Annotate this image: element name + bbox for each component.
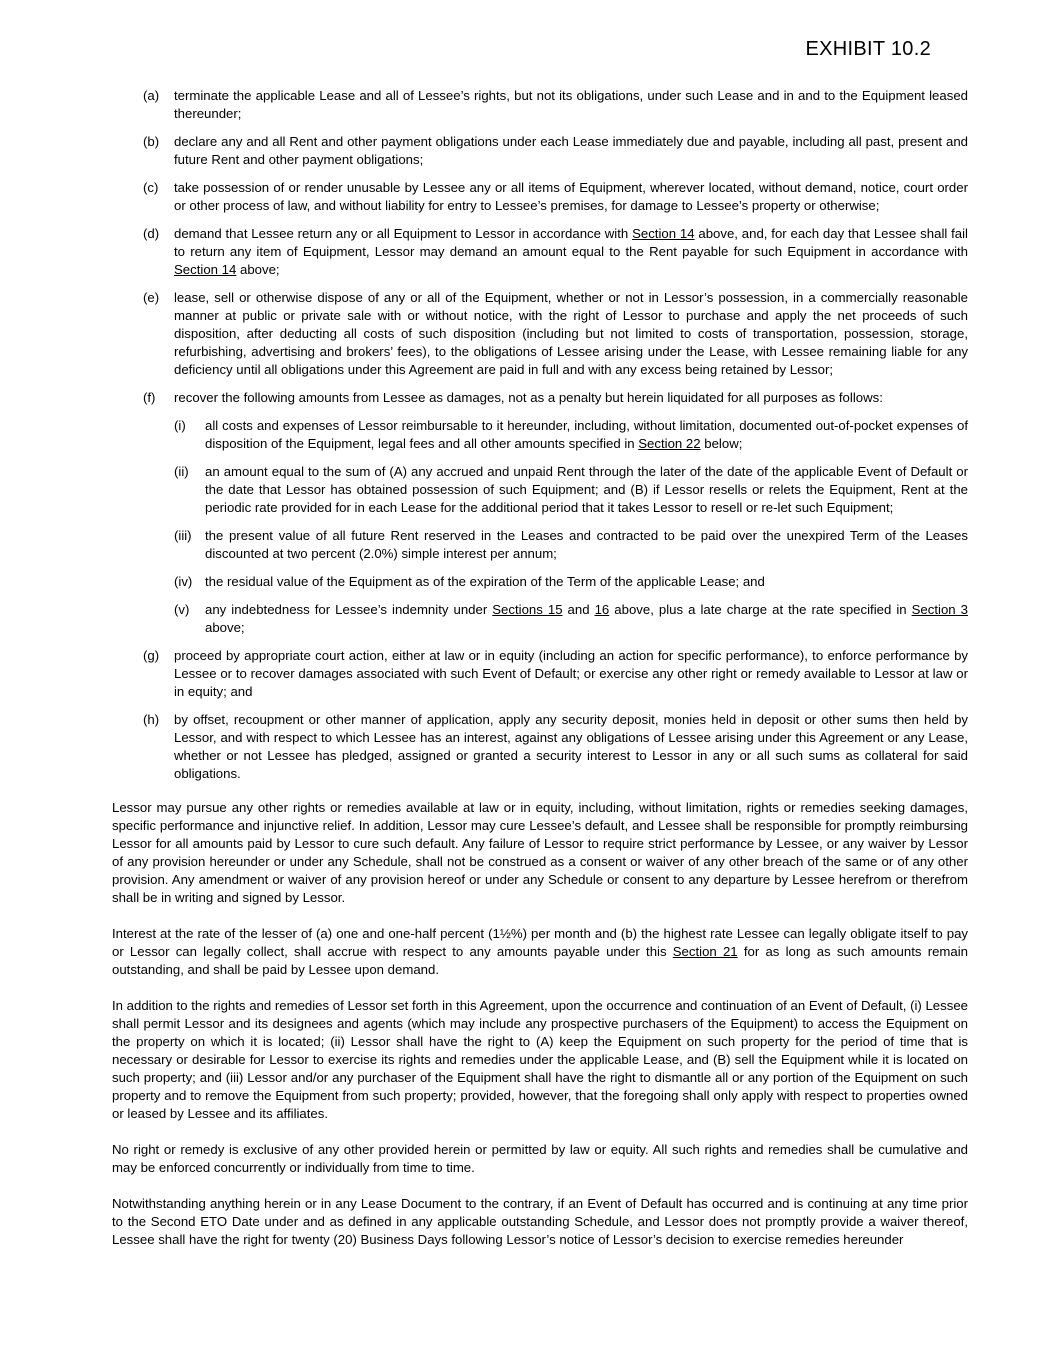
section-14-reference: Section 14 (632, 226, 695, 241)
item-text: declare any and all Rent and other payment obligations under each Lease immediately due and payable, including all past, present and future Rent and other payment obligations; (174, 134, 968, 167)
section-22-reference: Section 22 (638, 436, 701, 451)
subitem-text: and (562, 602, 595, 617)
paragraph-other-remedies: Lessor may pursue any other rights or remedies available at law or in equity, including, without limitation, rights or remedies seeking damages, specific performance and injunctive relief. In addition, Lessor may cure Lessee’s default, and Lessee shall be responsible for promptly reimbursing Lessor for all amounts paid by Lessor to cure such default. Any failure of Lessor to require strict performance by Lessee, or any waiver by Lessor of any provision hereunder or under any Schedule, shall not be construed as a consent or waiver of any other breach of the same or of any other provision. Any amendment or waiver of any provision hereof or under any Schedule or consent to any departure by Lessee herefrom or therefrom shall be in writing and signed by Lessor. (112, 800, 968, 905)
item-text: demand that Lessee return any or all Equipment to Lessor in accordance with (174, 226, 633, 241)
subitem-text: all costs and expenses of Lessor reimbursable to it hereunder, including, without limitation, documented out-of-pocket expenses of disposition of the Equipment, legal fees and all other amounts specified in (205, 418, 968, 451)
subitem-text: the residual value of the Equipment as of the expiration of the Term of the applicable Lease; and (205, 574, 765, 589)
document-body (112, 87, 968, 1267)
item-label: (c) (143, 180, 159, 195)
item-text: above, and, for each day that Lessee shall fail to return any item of Equipment, Lessor may demand an amount equal to the Rent payable for such Equipment in accordance with (174, 226, 968, 259)
paragraph-text: Interest at the rate of the lesser of (a) one and one-half percent (1½%) per month and (b) the highest rate Lessee can legally obligate itself to pay or Lessor can legally collect, shall accrue with respect to any amounts payable under this (112, 926, 968, 959)
remedy-item-e (112, 289, 968, 379)
subitem-text: above; (205, 620, 245, 635)
paragraph-text: for as long as such amounts remain outstanding, and shall be paid by Lessee upon demand. (112, 944, 968, 977)
subitem-label: (iii) (174, 528, 192, 543)
item-text: by offset, recoupment or other manner of application, apply any security deposit, monies held in deposit or other sums then held by Lessor, and with respect to which Lessee has an interest, against any obligations of Lessee arising under this Agreement or any Lease, whether or not Lessee has pledged, assigned or granted a security interest to Lessor in any or all such sums as collateral for said obligations. (174, 712, 968, 781)
item-text: proceed by appropriate court action, either at law or in equity (including an action for specific performance), to enforce performance by Lessee or to recover damages associated with such Event of Default; or exercise any other right or remedy available to Lessor at law or in equity; and (174, 648, 968, 699)
item-label: (f) (143, 390, 156, 405)
exhibit-number: EXHIBIT 10.2 (805, 38, 931, 60)
paragraph-cumulative-remedies: No right or remedy is exclusive of any other provided herein or permitted by law or equity. All such rights and remedies shall be cumulative and may be enforced concurrently or individually from time to time. (112, 1142, 968, 1175)
damages-item-v (112, 601, 968, 637)
item-label: (g) (143, 648, 160, 663)
item-label: (a) (143, 88, 160, 103)
subitem-text: below; (700, 436, 743, 451)
subitem-label: (i) (174, 418, 186, 433)
item-text: above; (236, 262, 280, 277)
remedy-item-a (112, 87, 968, 123)
subitem-label: (iv) (174, 574, 193, 589)
item-label: (e) (143, 290, 160, 305)
subitem-text: above, plus a late charge at the rate specified in (609, 602, 912, 617)
remedy-item-g (112, 647, 968, 701)
remedy-item-d (112, 225, 968, 279)
subitem-label: (ii) (174, 464, 189, 479)
subitem-text: the present value of all future Rent reserved in the Leases and contracted to be paid over the unexpired Term of the Leases discounted at two percent (2.0%) simple interest per annum; (205, 528, 968, 561)
paragraph-property-access: In addition to the rights and remedies of Lessor set forth in this Agreement, upon the occurrence and continuation of an Event of Default, (i) Lessee shall permit Lessor and its designees and agents (which may include any prospective purchasers of the Equipment) to access the Equipment on the property on which it is located; (ii) Lessor shall have the right to (A) keep the Equipment on such property for the period of time that is necessary or desirable for Lessor to exercise its rights and remedies under the applicable Lease, and (B) sell the Equipment while it is located on such property; and (iii) Lessor and/or any purchaser of the Equipment shall have the right to dismantle all or any portion of the Equipment on such property and to remove the Equipment from such property; provided, however, that the foregoing shall only apply with respect to properties owned or leased by Lessee and its affiliates. (112, 998, 968, 1121)
item-label: (b) (143, 134, 160, 149)
remedy-item-h (112, 711, 968, 783)
subitem-text: an amount equal to the sum of (A) any accrued and unpaid Rent through the later of the date of the applicable Event of Default or the date that Lessor has obtained possession of such Equipment; and (B) if Lessor resells or relets the Equipment, Rent at the periodic rate provided for in each Lease for the additional period that it takes Lessor to resell or re-let such Equipment; (205, 464, 968, 515)
section-14-reference: Section 14 (174, 262, 237, 277)
item-text: recover the following amounts from Lessee as damages, not as a penalty but herein liquidated for all purposes as follows: (174, 390, 883, 405)
remedy-item-b (112, 133, 968, 169)
item-label: (h) (143, 712, 160, 727)
damages-item-iii (112, 527, 968, 563)
item-text: take possession of or render unusable by Lessee any or all items of Equipment, wherever located, without demand, notice, court order or other process of law, and without liability for entry to Lessee’s premises, for damage to Lessee’s property or otherwise; (174, 180, 968, 213)
item-text: lease, sell or otherwise dispose of any or all of the Equipment, whether or not in Lessor’s possession, in a commercially reasonable manner at public or private sale with or without notice, with the right of Lessor to purchase and apply the net proceeds of such disposition, after deducting all costs of such disposition (including but not limited to costs of transportation, possession, storage, refurbishing, advertising and brokers’ fees), to the obligations of Lessee arising under the Lease, with Lessee remaining liable for any deficiency until all obligations under this Agreement are paid in full and with any excess being retained by Lessor; (174, 290, 968, 377)
damages-item-i (112, 417, 968, 453)
remedy-item-c (112, 179, 968, 215)
subitem-text: any indebtedness for Lessee’s indemnity under (205, 602, 493, 617)
sections-15-reference: Sections 15 (492, 602, 563, 617)
subitem-label: (v) (174, 602, 190, 617)
section-3-reference: Section 3 (911, 602, 968, 617)
paragraph-notwithstanding: Notwithstanding anything herein or in any Lease Document to the contrary, if an Event of Default has occurred and is continuing at any time prior to the Second ETO Date under and as defined in any applicable outstanding Schedule, and Lessor does not promptly provide a waiver thereof, Lessee shall have the right for twenty (20) Business Days following Lessor’s notice of Lessor’s decision to exercise remedies hereunder (112, 1196, 968, 1247)
damages-item-iv (112, 573, 968, 591)
section-21-reference: Section 21 (672, 944, 738, 959)
item-text: terminate the applicable Lease and all of Lessee’s rights, but not its obligations, under such Lease and in and to the Equipment leased thereunder; (174, 88, 968, 121)
remedy-item-f (112, 389, 968, 407)
paragraph-interest (112, 925, 968, 979)
section-16-reference: 16 (594, 602, 610, 617)
item-label: (d) (143, 226, 160, 241)
damages-item-ii (112, 463, 968, 517)
